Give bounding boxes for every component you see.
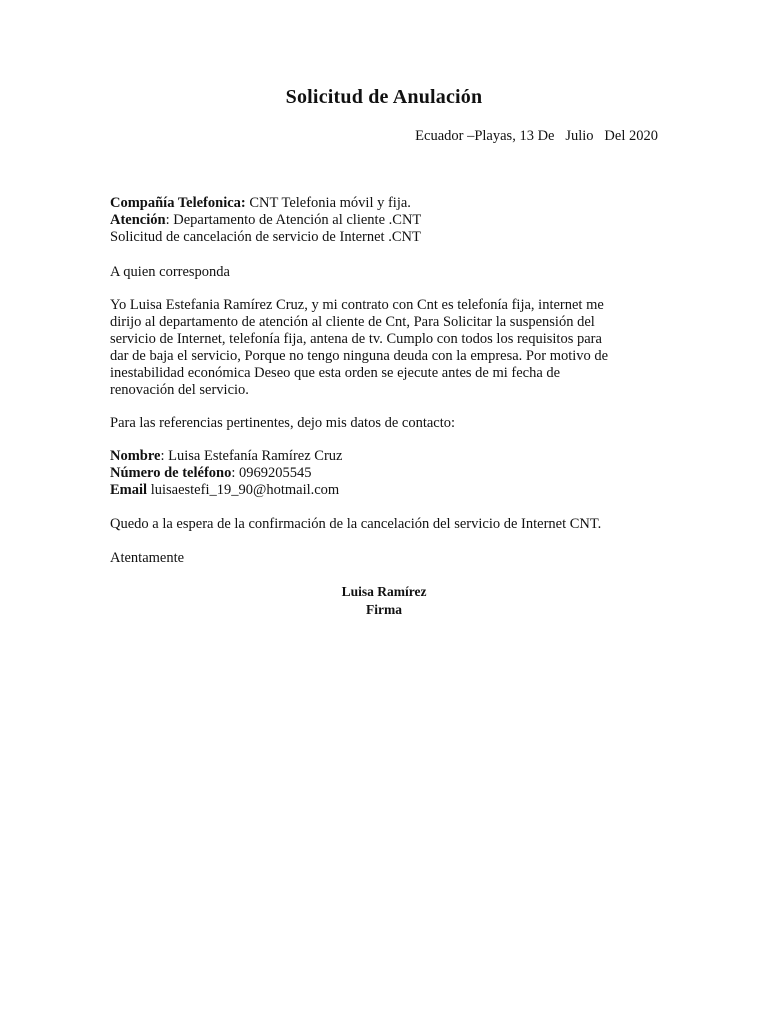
sign-off: Atentamente [110, 550, 185, 566]
company-line [110, 195, 658, 212]
main-paragraph [110, 297, 658, 399]
attention-value: : Departamento de Atención al cliente .CNT [165, 212, 422, 228]
paragraph-line: dirijo al departamento de atención al cliente de Cnt, Para Solicitar la suspensión del [110, 314, 595, 330]
contact-email-line [110, 482, 658, 499]
date-line: Ecuador –Playas, 13 De Julio Del 2020 [415, 128, 658, 144]
signature-block [0, 583, 768, 619]
contact-phone-value: : 0969205545 [231, 465, 312, 481]
references-intro: Para las referencias pertinentes, dejo mis datos de contacto: [110, 415, 456, 431]
attention-label: Atención [110, 212, 166, 228]
paragraph-line: inestabilidad económica Deseo que esta orden se ejecute antes de mi fecha de [110, 365, 561, 381]
contact-name-value: : Luisa Estefanía Ramírez Cruz [160, 448, 343, 464]
contact-email-value: luisaestefi_19_90@hotmail.com [147, 482, 340, 498]
subject-line: Solicitud de cancelación de servicio de Internet .CNT [110, 229, 421, 245]
paragraph-line: Yo Luisa Estefania Ramírez Cruz, y mi contrato con Cnt es telefonía fija, internet me [110, 297, 604, 313]
recipient-block [110, 195, 658, 246]
company-label: Compañía Telefonica: [110, 195, 246, 211]
attention-line [110, 212, 658, 229]
contact-phone-line [110, 465, 658, 482]
signature-label: Firma [366, 602, 402, 617]
paragraph-line: renovación del servicio. [110, 382, 249, 398]
contact-name-label: Nombre [110, 448, 161, 464]
contact-email-label: Email [110, 482, 148, 498]
contact-phone-label: Número de teléfono [110, 465, 232, 481]
signature-name: Luisa Ramírez [341, 584, 427, 599]
contact-name-line [110, 448, 658, 465]
paragraph-line: servicio de Internet, telefonía fija, antena de tv. Cumplo con todos los requisitos para [110, 331, 602, 347]
paragraph-line: dar de baja el servicio, Porque no tengo ninguna deuda con la empresa. Por motivo de [110, 348, 609, 364]
document-title: Solicitud de Anulación [285, 86, 483, 108]
company-value: CNT Telefonia móvil y fija. [245, 195, 411, 211]
contact-block [110, 448, 658, 499]
closing-statement: Quedo a la espera de la confirmación de la cancelación del servicio de Internet CNT. [110, 516, 602, 532]
greeting: A quien corresponda [110, 264, 230, 280]
